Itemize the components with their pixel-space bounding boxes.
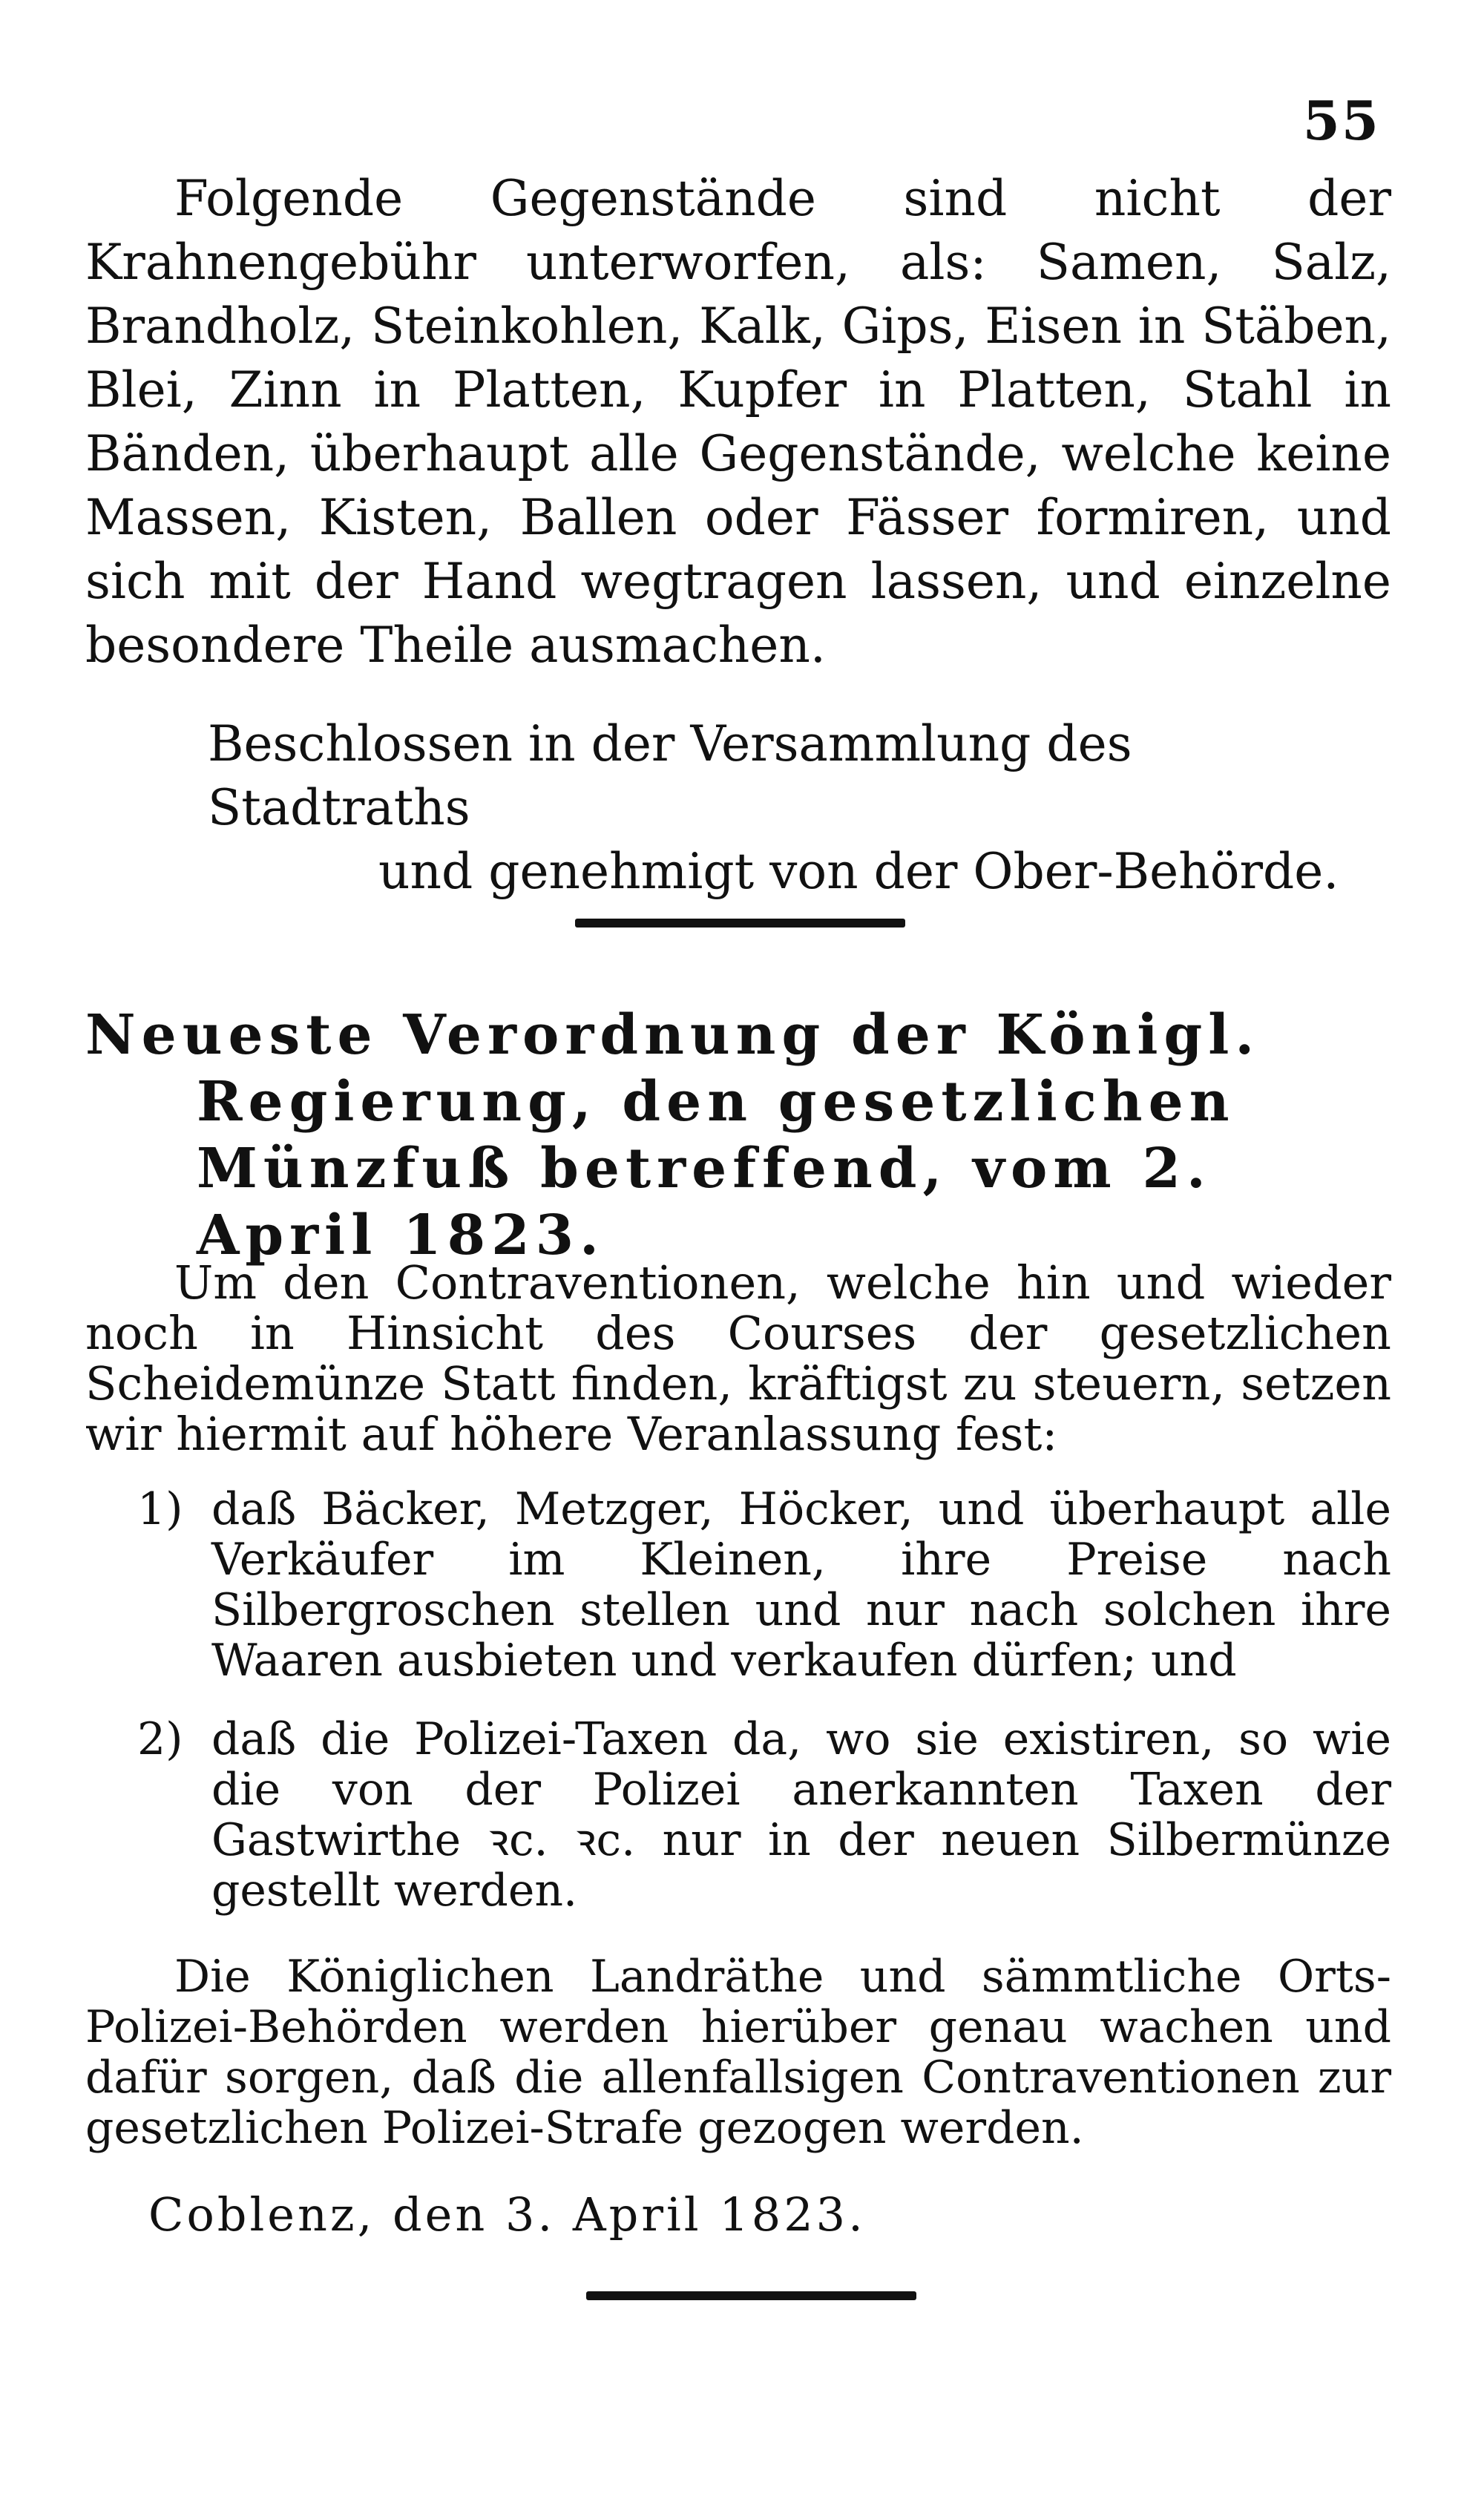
- exempt-goods-paragraph: Folgende Gegenstände sind nicht der Krahnengebühr unterworfen, als: Samen, Salz, Brandholz, Steinkohlen, Kalk, Gips, Eisen in Stäben, Blei, Zinn in Platten, Kupfer in Platten, Stahl in Bänden, überhaupt alle Gegenstände, welche keine Massen, Kisten, Ballen oder Fässer formiren, und sich mit der Hand wegtragen lassen, und einzelne besondere Theile ausmachen.: [85, 170, 1391, 674]
- place-and-date: Coblenz, den 3. April 1823.: [148, 2187, 866, 2242]
- ordinance-heading: Neueste Verordnung der Königl. Regierung, den gesetzlichen Münzfuß betreffend, vom 2. April 1823.: [85, 1003, 1261, 1267]
- item-text: daß Bäcker, Metzger, Höcker, und überhaupt alle Verkäufer im Kleinen, ihre Preise nach Silbergroschen stellen und nur nach solchen ihre Waaren ausbieten und verkaufen dürfen; und: [211, 1483, 1391, 1687]
- ordinance-intro: Um den Contraventionen, welche hin und wieder noch in Hinsicht des Courses der gesetzlichen Scheidemünze Statt finden, kräftigst zu steuern, setzen wir hiermit auf höhere Veranlassung fest:: [85, 1255, 1391, 1461]
- resolution-line-1: Beschlossen in der Versammlung des Stadtraths: [208, 715, 1132, 836]
- section-divider: [575, 919, 905, 928]
- page-number: 55: [1302, 89, 1380, 152]
- item-text: daß die Polizei-Taxen da, wo sie existiren, so wie die von der Polizei anerkannten Taxen der Gastwirthe ꝛc. ꝛc. nur in der neuen Silbermünze gestellt werden.: [211, 1713, 1391, 1917]
- ordinance-item: [85, 1714, 1391, 1916]
- item-number: 2): [137, 1713, 183, 1765]
- resolution-line-2: und genehmigt von der Ober-Behörde.: [378, 843, 1339, 900]
- end-divider: [586, 2291, 916, 2300]
- resolution-note: [85, 712, 1391, 904]
- item-number: 1): [137, 1483, 183, 1535]
- ordinance-item: [85, 1484, 1391, 1686]
- enforcement-paragraph: Die Königlichen Landräthe und sämmtliche Orts-Polizei-Behörden werden hierüber genau wachen und dafür sorgen, daß die allenfallsigen Contraventionen zur gesetzlichen Polizei-Strafe gezogen werden.: [85, 1951, 1391, 2154]
